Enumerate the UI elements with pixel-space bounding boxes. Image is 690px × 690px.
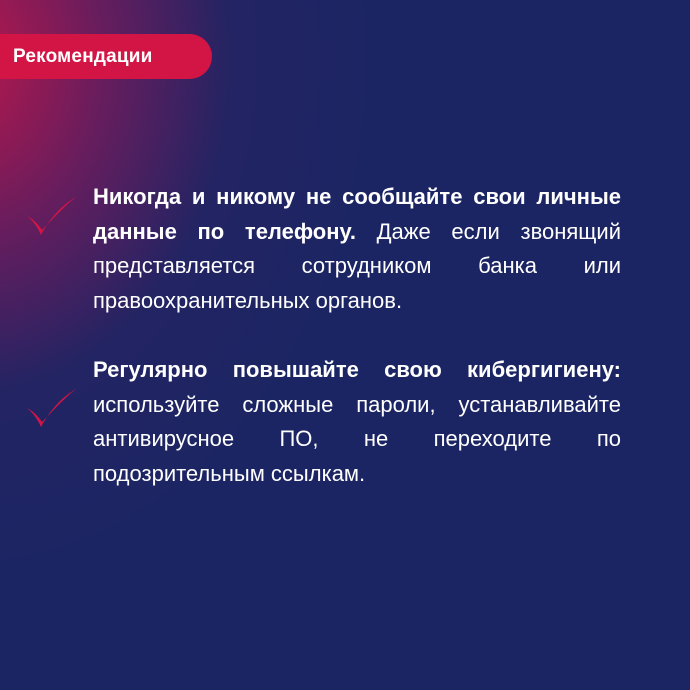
checkmark-icon [24, 194, 78, 240]
tip-2-bold: Регулярно повышайте свою кибергигиену: [93, 357, 621, 382]
checkmark-icon [24, 386, 78, 432]
tip-2-text: используйте сложные пароли, устанавливайте антивирусное ПО, не переходите по подозрительным ссылкам. [93, 391, 621, 486]
section-tag [0, 34, 212, 79]
section-tag-label: Рекомендации [13, 45, 153, 67]
tip-1 [93, 180, 621, 318]
tip-1-text: Даже если звонящий представляется сотрудником банка или правоохранительных органов. [93, 218, 621, 313]
tip-2 [93, 353, 621, 491]
tip-1-bold: Никогда и никому не сообщайте свои личные данные по телефону. [93, 184, 621, 244]
